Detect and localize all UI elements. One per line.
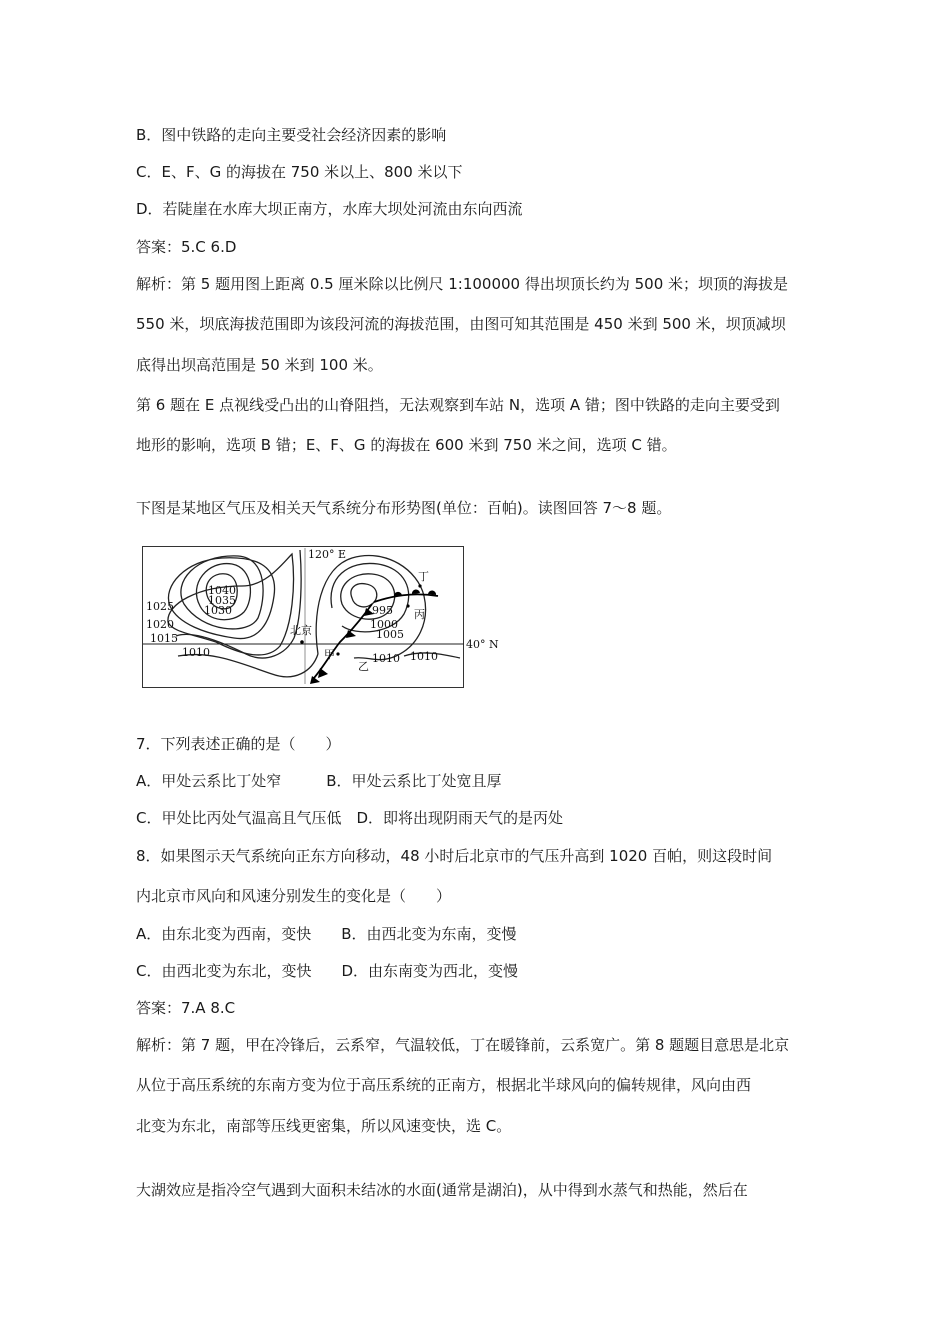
isobar-label: 1000 bbox=[370, 618, 398, 631]
analysis-line-5: 地形的影响，选项 B 错；E、F、G 的海拔在 600 米到 750 米之间，选项 C 错。 bbox=[136, 436, 677, 454]
parallel-label: 40° N bbox=[466, 638, 499, 651]
isobar-label: 1015 bbox=[150, 632, 178, 645]
q7-options-ab: A．甲处云系比丁处窄 B．甲处云系比丁处宽且厚 bbox=[136, 772, 502, 790]
question-8-line-2: 内北京市风向和风速分别发生的变化是（ ） bbox=[136, 887, 452, 905]
isobar-label: 1010 bbox=[410, 650, 438, 663]
analysis-line-1: 解析：第 5 题用图上距离 0.5 厘米除以比例尺 1:100000 得出坝顶长约为 500 米；坝顶的海拔是 bbox=[136, 275, 789, 293]
answer-5-6: 答案：5.C 6.D bbox=[136, 238, 237, 256]
meridian-label: 120° E bbox=[308, 548, 347, 561]
isobar-label: 1010 bbox=[372, 652, 400, 665]
analysis-line-3: 底得出坝高范围是 50 米到 100 米。 bbox=[136, 356, 383, 374]
analysis-line-2: 550 米，坝底海拔范围即为该段河流的海拔范围，由图可知其范围是 450 米到 500 米，坝顶减坝 bbox=[136, 315, 786, 333]
isobar-label: 1020 bbox=[146, 618, 174, 631]
isobar-label: 995 bbox=[372, 604, 393, 617]
isobar-label: 1030 bbox=[204, 604, 232, 617]
analysis-line-4: 第 6 题在 E 点视线受凸出的山脊阻挡，无法观察到车站 N，选项 A 错；图中铁路的走向主要受到 bbox=[136, 396, 780, 414]
option-c-q6: C．E、F、G 的海拔在 750 米以上、800 米以下 bbox=[136, 163, 463, 181]
option-d-q6: D．若陡崖在水库大坝正南方，水库大坝处河流由东向西流 bbox=[136, 200, 523, 218]
option-b-q6: B．图中铁路的走向主要受社会经济因素的影响 bbox=[136, 126, 447, 144]
answer-7-8: 答案：7.A 8.C bbox=[136, 999, 236, 1017]
isobar-label: 1025 bbox=[146, 600, 174, 613]
q8-options-cd: C．由西北变为东北，变快 D．由东南变为西北，变慢 bbox=[136, 962, 519, 980]
place-label: 甲 bbox=[324, 648, 335, 661]
isobar-label: 1005 bbox=[376, 628, 404, 641]
jia-dot bbox=[336, 652, 339, 655]
isobar-label: 1010 bbox=[182, 646, 210, 659]
analysis-7-8-line-2: 从位于高压系统的东南方变为位于高压系统的正南方，根据北半球风向的偏转规律，风向由西 bbox=[136, 1076, 752, 1094]
next-passage-line-1: 大湖效应是指冷空气遇到大面积未结冰的水面(通常是湖泊)，从中得到水蒸气和热能，然后在 bbox=[136, 1181, 748, 1199]
weather-map bbox=[142, 546, 499, 688]
analysis-7-8-line-1: 解析：第 7 题，甲在冷锋后，云系窄，气温较低，丁在暖锋前，云系宽广。第 8 题题目意思是北京 bbox=[136, 1036, 790, 1054]
question-7: 7．下列表述正确的是（ ） bbox=[136, 735, 341, 753]
beijing-dot bbox=[300, 640, 304, 644]
isobar-label: 1040 bbox=[208, 584, 236, 597]
weather-map-figure bbox=[142, 546, 499, 688]
place-label: 丁 bbox=[418, 570, 429, 583]
ding-dot bbox=[418, 584, 421, 587]
isobar-label: 1035 bbox=[208, 594, 236, 607]
bing-dot bbox=[406, 604, 409, 607]
question-intro: 下图是某地区气压及相关天气系统分布形势图(单位：百帕)。读图回答 7～8 题。 bbox=[136, 499, 672, 517]
place-label: 北京 bbox=[290, 624, 312, 637]
question-8-line-1: 8．如果图示天气系统向正东方向移动，48 小时后北京市的气压升高到 1020 百帕，则这段时间 bbox=[136, 847, 773, 865]
q8-options-ab: A．由东北变为西南，变快 B．由西北变为东南，变慢 bbox=[136, 925, 517, 943]
analysis-7-8-line-3: 北变为东北，南部等压线更密集，所以风速变快，选 C。 bbox=[136, 1117, 512, 1135]
place-label: 乙 bbox=[358, 660, 369, 673]
place-label: 丙 bbox=[414, 608, 425, 621]
q7-options-cd: C．甲处比丙处气温高且气压低 D．即将出现阴雨天气的是丙处 bbox=[136, 809, 564, 827]
